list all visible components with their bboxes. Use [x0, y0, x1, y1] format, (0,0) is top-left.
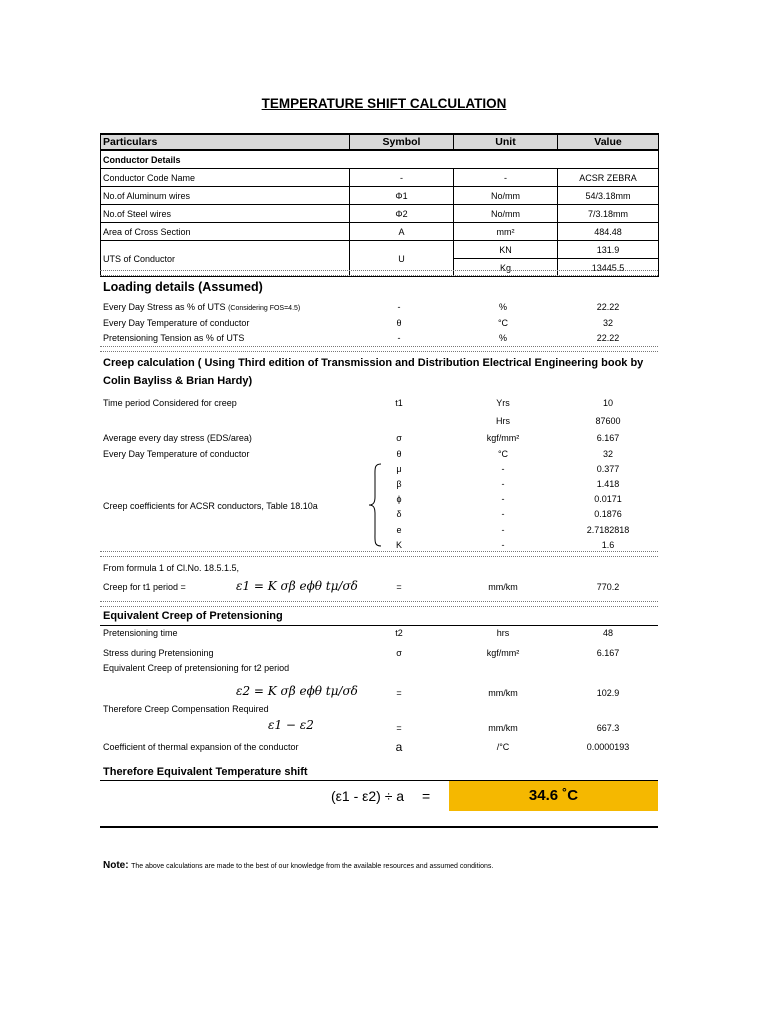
- row-symbol: Φ2: [350, 205, 454, 223]
- row-label: Every Day Temperature of conductor: [103, 449, 250, 459]
- row-value: 54/3.18mm: [558, 187, 659, 205]
- row-value: 2.7182818: [586, 525, 630, 535]
- row-unit: No/mm: [454, 187, 558, 205]
- loading-row: [103, 302, 658, 317]
- row-unit: mm/km: [488, 723, 518, 733]
- header-unit: Unit: [454, 134, 558, 150]
- dotted-separator: [100, 601, 658, 607]
- note-text: The above calculations are made to the best of our knowledge from the available resources and assumed conditions.: [131, 863, 494, 870]
- row-unit: -: [501, 494, 505, 504]
- result-value: 34.6 ˚C: [449, 781, 658, 811]
- row-label: Every Day Temperature of conductor: [103, 318, 250, 328]
- row-value: 102.9: [596, 688, 620, 698]
- row-label: Coefficient of thermal expansion of the conductor: [103, 742, 299, 752]
- row-symbol: μ: [396, 464, 402, 474]
- row-symbol: K: [395, 540, 402, 550]
- row-unit: mm/km: [488, 688, 518, 698]
- row-unit: %: [498, 333, 507, 343]
- coefficient-row: [103, 509, 658, 524]
- coefficient-row: [103, 479, 658, 494]
- row-symbol: e: [396, 525, 402, 535]
- creep-heading-line2: Colin Bayliss & Brian Hardy): [103, 375, 253, 387]
- formula-ref-row: [103, 563, 658, 578]
- row-value: 0.1876: [594, 509, 622, 519]
- row-symbol: t1: [395, 398, 403, 408]
- row-symbol: U: [350, 241, 454, 277]
- row-unit: °C: [497, 318, 509, 328]
- compensation-label-row: [103, 704, 658, 719]
- row-value: 7/3.18mm: [558, 205, 659, 223]
- section-label: Conductor Details: [101, 150, 659, 169]
- section-rule: [100, 625, 658, 626]
- row-unit: mm²: [454, 223, 558, 241]
- row-unit: hrs: [496, 628, 510, 638]
- compensation-row: [103, 723, 658, 738]
- pretension-eq-label-row: [103, 663, 658, 678]
- row-value: 6.167: [596, 648, 620, 658]
- row-unit: -: [454, 169, 558, 187]
- row-value: 22.22: [596, 302, 620, 312]
- row-symbol: A: [350, 223, 454, 241]
- creep-heading-line1: Creep calculation ( Using Third edition of Transmission and Distribution Electrical Engineering book by: [103, 357, 644, 369]
- row-equals: =: [396, 688, 402, 698]
- header-particulars: Particulars: [101, 134, 350, 150]
- creep-eds-row: [103, 433, 658, 448]
- row-value: 10: [602, 398, 613, 408]
- row-symbol: δ: [396, 509, 402, 519]
- header-symbol: Symbol: [350, 134, 454, 150]
- creep-temp-row: [103, 449, 658, 464]
- row-value: 1.418: [596, 479, 620, 489]
- row-value: 6.167: [596, 433, 620, 443]
- row-label: Creep for t1 period =: [103, 582, 186, 592]
- conductor-details-table: [100, 133, 659, 277]
- row-value: 1.6: [601, 540, 615, 550]
- table-row: [101, 205, 659, 223]
- note: [103, 860, 493, 871]
- row-symbol: -: [350, 169, 454, 187]
- row-label: UTS of Conductor: [101, 241, 350, 277]
- pretension-formula: ε2 = K σβ eϕθ tμ/σδ: [236, 684, 358, 698]
- row-symbol: β: [396, 479, 402, 489]
- pretension-eq-row: [103, 688, 658, 703]
- row-value: 13445.5: [558, 259, 659, 277]
- row-value: 32: [602, 449, 613, 459]
- dotted-separator: [100, 551, 658, 557]
- row-unit: -: [501, 464, 505, 474]
- row-label: Creep coefficients for ACSR conductors, Table 18.10a: [103, 501, 318, 511]
- table-row-uts: [101, 241, 659, 259]
- row-symbol: t2: [395, 628, 403, 638]
- row-label: Every Day Stress as % of UTS: [103, 302, 226, 312]
- row-unit: KN: [454, 241, 558, 259]
- row-value: 131.9: [558, 241, 659, 259]
- row-equals: =: [396, 723, 402, 733]
- compensation-formula: ε1 − ε2: [268, 718, 314, 732]
- row-symbol: θ: [396, 318, 402, 328]
- row-unit: -: [501, 509, 505, 519]
- row-value: 667.3: [596, 723, 620, 733]
- row-symbol: ϕ: [396, 494, 402, 504]
- table-header-row: [101, 134, 659, 150]
- dotted-separator: [100, 270, 658, 276]
- row-unit: kgf/mm²: [486, 433, 520, 443]
- row-value: 32: [602, 318, 613, 328]
- creep-hours-row: [103, 416, 658, 431]
- row-equals: =: [396, 582, 402, 592]
- note-label: Note:: [103, 860, 129, 871]
- row-value: 484.48: [558, 223, 659, 241]
- row-value: 0.0171: [594, 494, 622, 504]
- pretension-stress-row: [103, 648, 658, 663]
- row-unit: Yrs: [496, 398, 510, 408]
- row-unit: Kg: [454, 259, 558, 277]
- coefficient-row: [103, 525, 658, 540]
- row-unit: %: [498, 302, 507, 312]
- row-value: 22.22: [596, 333, 620, 343]
- row-unit: Hrs: [496, 416, 510, 426]
- coefficient-row: [103, 494, 658, 509]
- row-value: ACSR ZEBRA: [558, 169, 659, 187]
- result-rule: [100, 826, 658, 828]
- dotted-separator: [100, 346, 658, 352]
- loading-heading: Loading details (Assumed): [103, 280, 263, 294]
- row-unit: -: [501, 540, 505, 550]
- result-heading: Therefore Equivalent Temperature shift: [103, 766, 308, 778]
- page-title: TEMPERATURE SHIFT CALCULATION: [261, 96, 507, 111]
- row-unit: -: [501, 479, 505, 489]
- row-label: No.of Steel wires: [101, 205, 350, 223]
- row-value: 0.377: [596, 464, 620, 474]
- table-row: [101, 169, 659, 187]
- coefficient-row: [103, 464, 658, 479]
- table-row: [101, 223, 659, 241]
- table-row: [101, 187, 659, 205]
- creep-time-row: [103, 398, 658, 413]
- row-value: 87600: [595, 416, 621, 426]
- row-symbol: θ: [396, 449, 402, 459]
- header-value: Value: [558, 134, 659, 150]
- row-symbol: -: [397, 302, 401, 312]
- row-label: Time period Considered for creep: [103, 398, 237, 408]
- row-symbol: Φ1: [350, 187, 454, 205]
- row-label: Stress during Pretensioning: [103, 648, 214, 658]
- alpha-row: [103, 742, 658, 757]
- row-label: No.of Aluminum wires: [101, 187, 350, 205]
- row-label: Area of Cross Section: [101, 223, 350, 241]
- row-value: 0.0000193: [586, 742, 630, 752]
- table-section-row: [101, 150, 659, 169]
- row-label: Pretensioning Tension as % of UTS: [103, 333, 245, 343]
- pretension-heading: Equivalent Creep of Pretensioning: [103, 610, 283, 622]
- result-equals: =: [422, 788, 431, 804]
- row-value: 770.2: [596, 582, 620, 592]
- loading-row: [103, 318, 658, 333]
- row-label: Therefore Creep Compensation Required: [103, 704, 269, 714]
- row-unit: mm/km: [488, 582, 518, 592]
- creep-result-row: [103, 582, 658, 597]
- row-note: (Considering FOS=4.5): [228, 305, 301, 312]
- result-formula: (ε1 - ε2) ÷ a: [331, 788, 405, 804]
- row-label: Conductor Code Name: [101, 169, 350, 187]
- row-symbol: -: [397, 333, 401, 343]
- pretension-time-row: [103, 628, 658, 643]
- row-label: Equivalent Creep of pretensioning for t2 period: [103, 663, 290, 673]
- row-unit: -: [501, 525, 505, 535]
- row-unit: /°C: [496, 742, 510, 752]
- row-unit: No/mm: [454, 205, 558, 223]
- row-value: 48: [602, 628, 613, 638]
- formula-reference: From formula 1 of Cl.No. 18.5.1.5,: [103, 563, 240, 573]
- row-unit: °C: [497, 449, 509, 459]
- row-label: Average every day stress (EDS/area): [103, 433, 252, 443]
- creep-formula: ε1 = K σβ eϕθ tμ/σδ: [236, 579, 358, 593]
- row-label: Pretensioning time: [103, 628, 178, 638]
- row-unit: kgf/mm²: [486, 648, 520, 658]
- row-symbol: a: [395, 740, 403, 754]
- row-symbol: σ: [396, 648, 402, 658]
- row-symbol: σ: [396, 433, 402, 443]
